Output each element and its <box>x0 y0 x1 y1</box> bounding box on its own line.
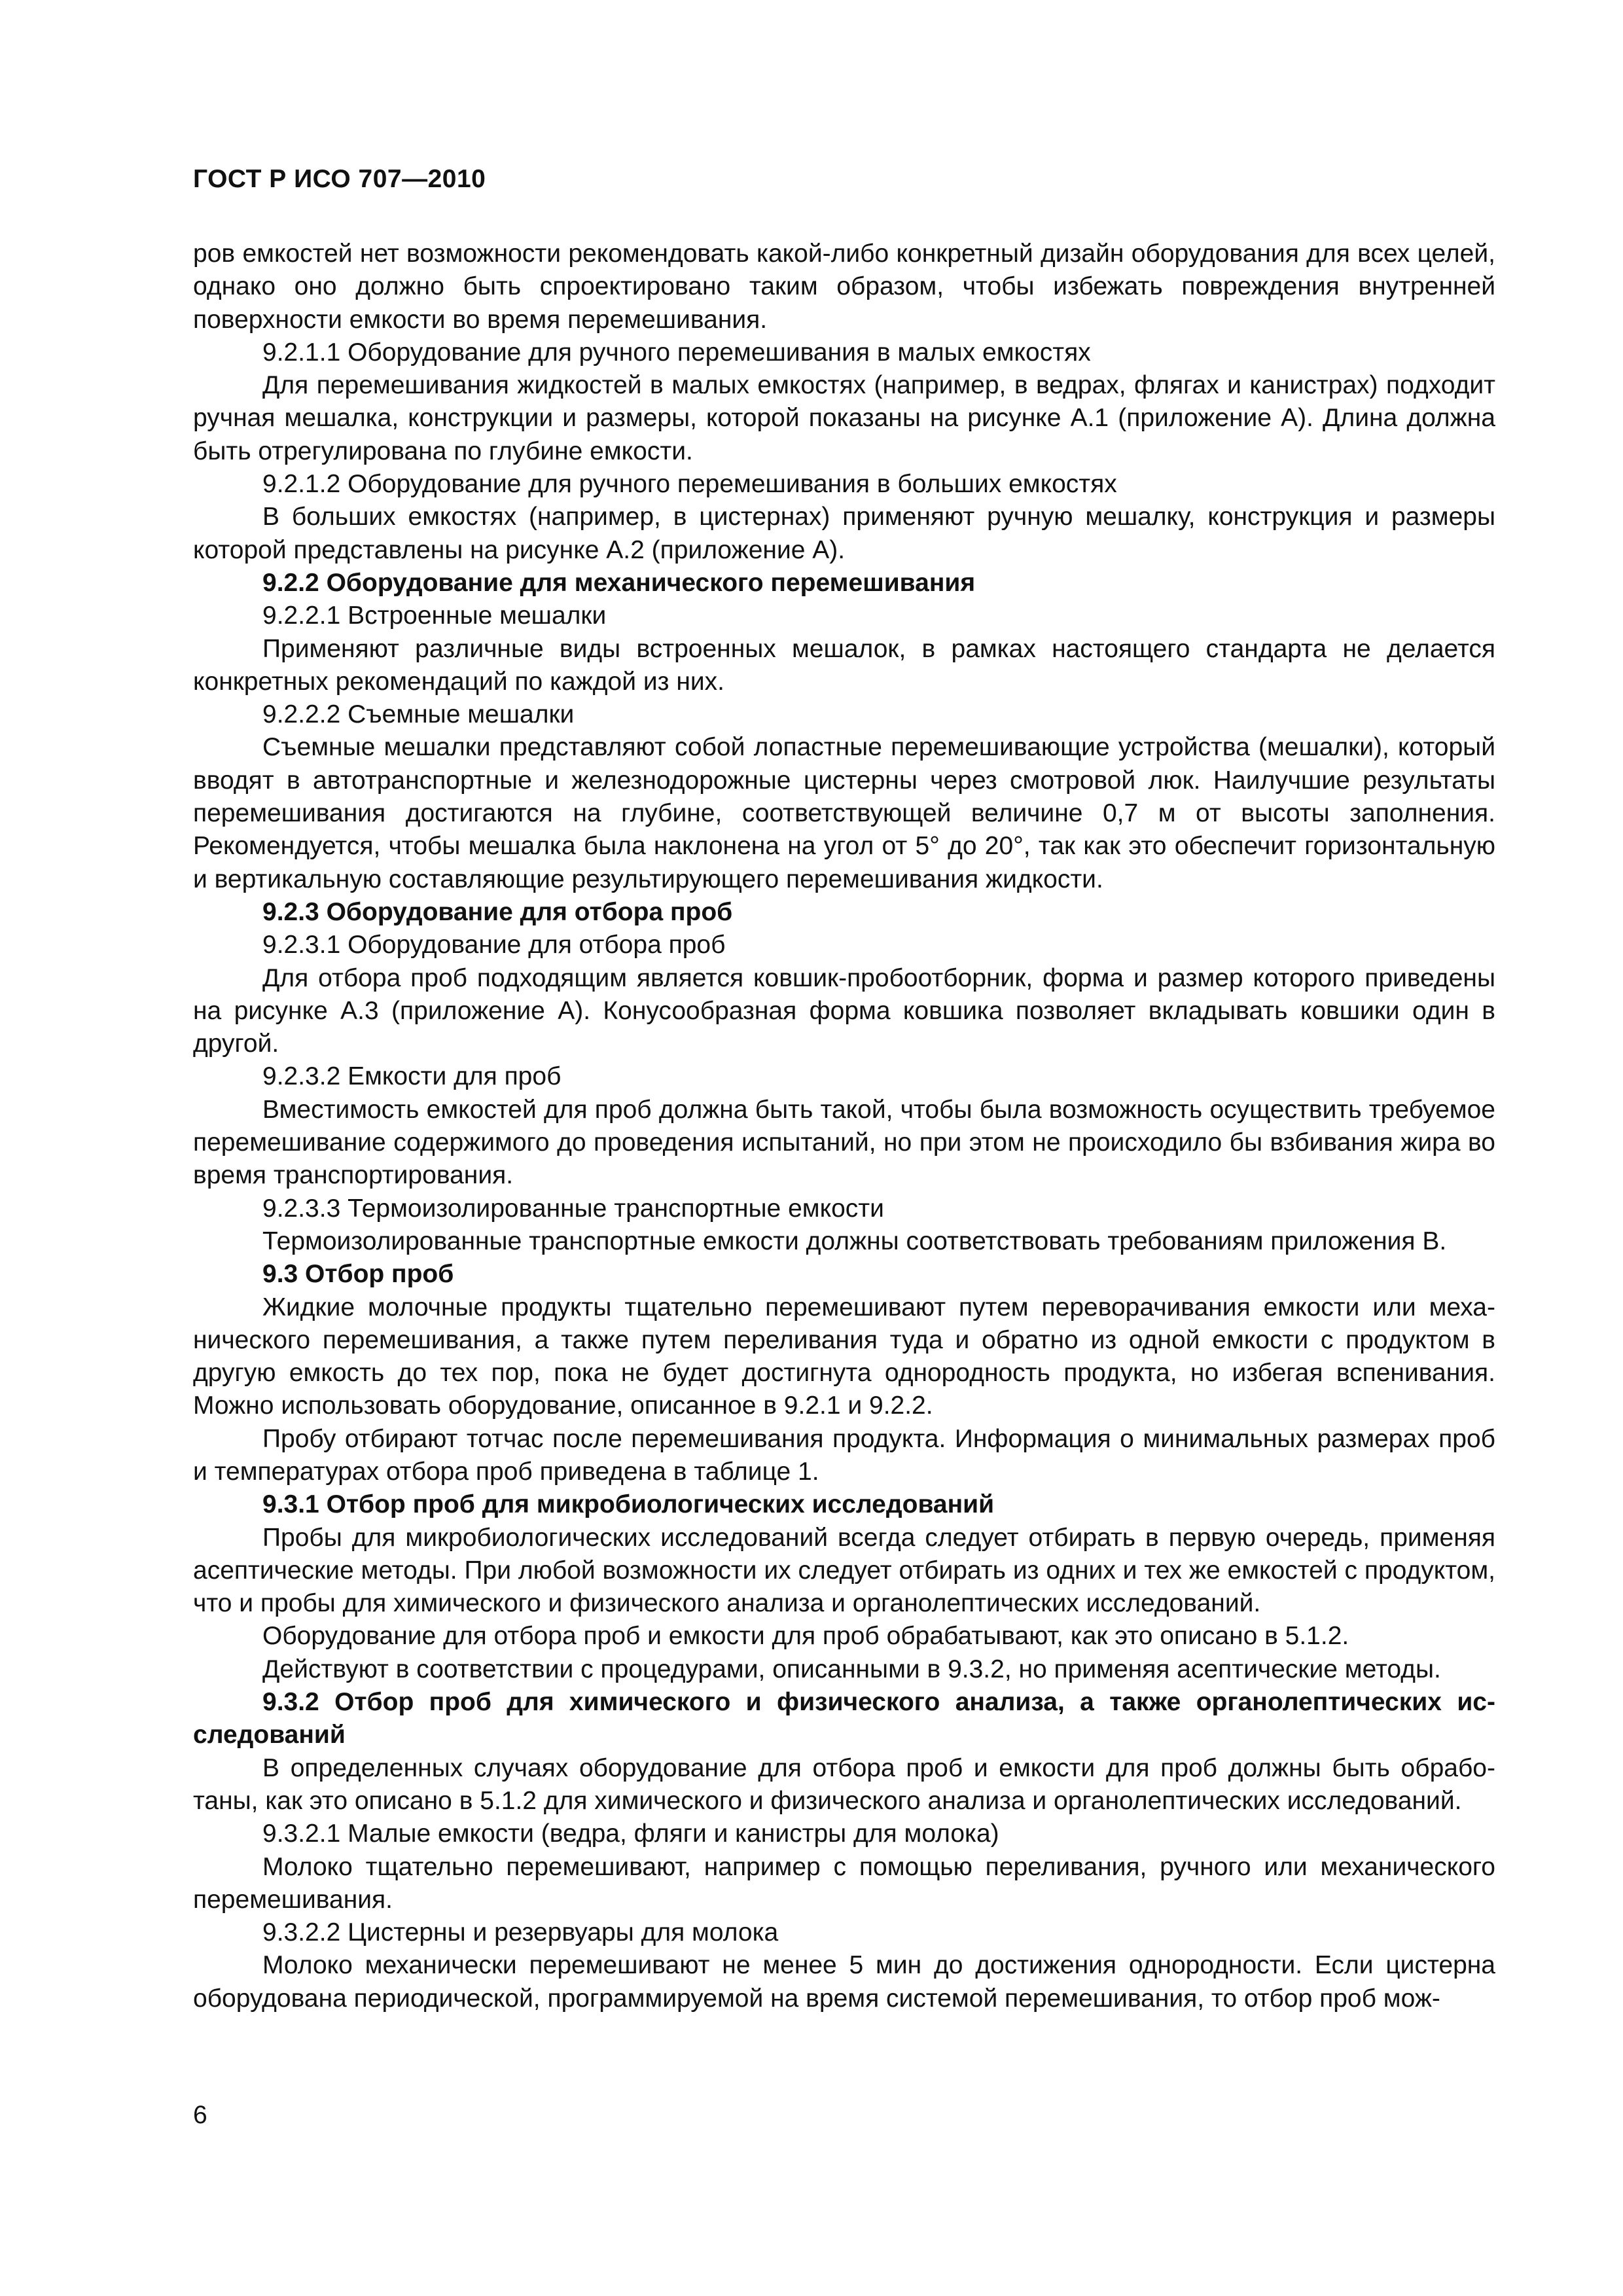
paragraph: Молоко тщательно перемешивают, например с помощью переливания, ручного или механического перемешивания. <box>193 1852 1495 1914</box>
clause-heading: 9.2.1.2 Оборудование для ручного перемешивания в больших емкостях <box>262 470 1117 499</box>
section-heading: 9.2.2 Оборудование для механического перемешивания <box>262 568 976 597</box>
paragraph: Пробы для микробиологических исследований всегда следует отбирать в первую очередь, применяя асептические методы. При любой возможности их следует отбирать из одних и тех же емкостей с продуктом, что и пробы для химического и физического анализа и органолептических исследований. <box>193 1523 1495 1618</box>
clause-heading: 9.2.3.2 Емкости для проб <box>262 1062 562 1091</box>
clause-heading: 9.3.2.2 Цистерны и резервуары для молока <box>262 1918 779 1947</box>
body-text <box>193 238 1495 2015</box>
paragraph: Оборудование для отбора проб и емкости для проб обрабатывают, как это описано в 5.1.2. <box>262 1622 1349 1651</box>
clause-heading: 9.2.2.2 Съемные мешалки <box>262 700 575 729</box>
paragraph: Для отбора проб подходящим является ковшик-пробоотборник, форма и размер которого приведены на рисунке А.3 (приложение А). Конусообразная форма ковшика позволяет вкладывать ковшики один в другой. <box>193 963 1495 1058</box>
section-heading: 9.3 Отбор проб <box>262 1260 454 1289</box>
clause-heading: 9.3.2.1 Малые емкости (ведра, фляги и канистры для молока) <box>262 1820 999 1848</box>
paragraph: Пробу отбирают тотчас после перемешивания продукта. Информация о минимальных размерах проб и температурах отбора проб приведена в таблице 1. <box>193 1424 1495 1486</box>
clause-heading: 9.2.2.1 Встроенные мешалки <box>262 601 607 630</box>
section-heading: 9.3.2 Отбор проб для химического и физического анализа, а также органолептических исследований <box>193 1688 1495 1749</box>
paragraph: Жидкие молочные продукты тщательно перемешивают путем переворачивания емкости или механического перемешивания, а также путем переливания туда и обратно из одной емкости с продуктом в другую емкость до тех пор, пока не будет достигнута однородность продукта, но избегая вспенивания. Можно использовать оборудование, описанное в 9.2.1 и 9.2.2. <box>193 1293 1495 1420</box>
paragraph: Термоизолированные транспортные емкости должны соответствовать требованиям приложения В. <box>262 1227 1447 1255</box>
clause-heading: 9.2.3.3 Термоизолированные транспортные емкости <box>262 1194 884 1223</box>
paragraph: Съемные мешалки представляют собой лопастные перемешивающие устройства (мешалки), который вводят в автотранспортные и железнодорожные цистерны через смотровой люк. Наилучшие результаты перемешивания достигаются на глубине, соответствующей величине 0,7 м от высоты заполнения. Рекомендуется, чтобы мешалка была наклонена на угол от 5° до 20°, так как это обеспечит горизонтальную и вертикальную составляющие результирующего перемешивания жидкости. <box>193 733 1495 893</box>
clause-heading: 9.2.3.1 Оборудование для отбора проб <box>262 931 726 960</box>
section-heading: 9.3.1 Отбор проб для микробиологических исследований <box>262 1490 995 1519</box>
paragraph: Для перемешивания жидкостей в малых емкостях (например, в ведрах, флягах и канистрах) подходит ручная мешалка, конструкции и размеры, которой показаны на рисунке А.1 (приложение А). Длина должна быть отрегулирована по глубине емкости. <box>193 371 1495 465</box>
paragraph: В больших емкостях (например, в цистернах) применяют ручную мешалку, конструкция и размеры которой представлены на рисунке А.2 (приложение А). <box>193 503 1495 564</box>
paragraph: Действуют в соответствии с процедурами, описанными в 9.3.2, но применяя асептические методы. <box>262 1655 1441 1683</box>
section-heading: 9.2.3 Оборудование для отбора проб <box>262 897 733 926</box>
paragraph: ров емкостей нет возможности рекомендовать какой-либо конкретный дизайн оборудования для всех целей, однако оно должно быть спроектировано таким образом, чтобы избежать повреждения внутренней поверхности емкости во время перемешивания. <box>193 240 1495 334</box>
page-number: 6 <box>193 2101 207 2129</box>
paragraph: Применяют различные виды встроенных мешалок, в рамках настоящего стандарта не делается конкретных рекомендаций по каждой из них. <box>193 634 1495 696</box>
clause-heading: 9.2.1.1 Оборудование для ручного перемешивания в малых емкостях <box>262 338 1091 367</box>
paragraph: В определенных случаях оборудование для отбора проб и емкости для проб должны быть обработаны, как это описано в 5.1.2 для химического и физического анализа и органолептических исследований. <box>193 1753 1495 1815</box>
document-header: ГОСТ Р ИСО 707—2010 <box>193 165 486 193</box>
paragraph: Молоко механически перемешивают не менее 5 мин до достижения однородности. Если цистерна оборудована периодической, программируемой на время системой перемешивания, то отбор проб мож- <box>193 1951 1495 2013</box>
paragraph: Вместимость емкостей для проб должна быть такой, чтобы была возможность осуществить требуемое перемешивание содержимого до проведения испытаний, но при этом не происходило бы взбивания жира во время транспортирования. <box>193 1095 1495 1190</box>
